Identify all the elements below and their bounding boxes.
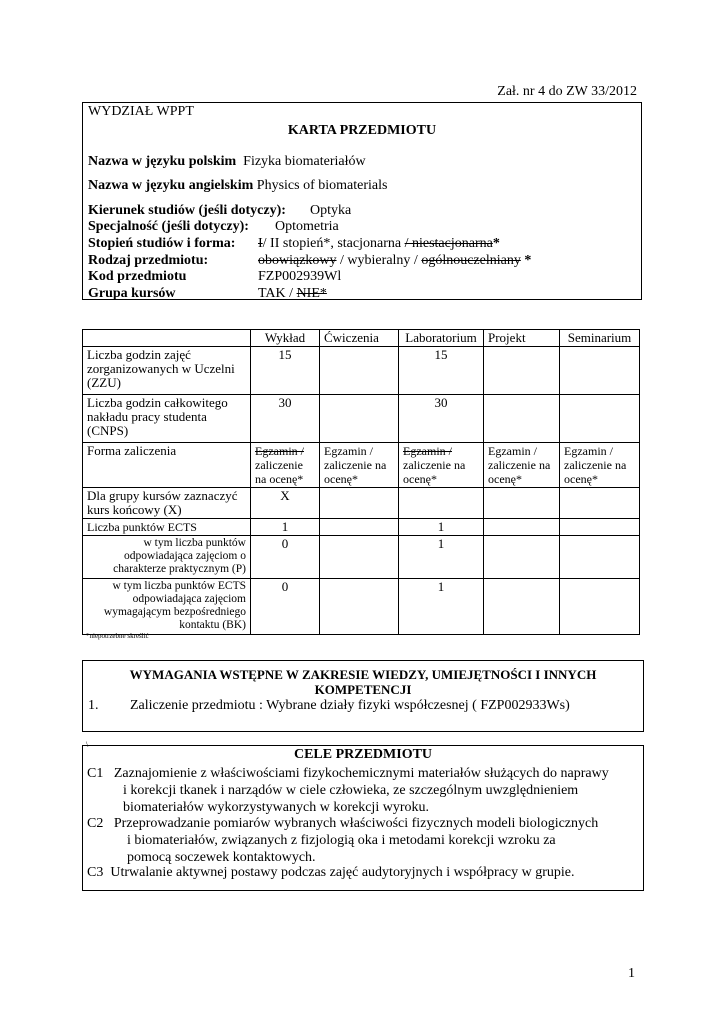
p-projekt <box>484 536 560 579</box>
goal-c3: C3 Utrwalanie aktywnej postawy podczas zajęć audytoryjnych i współpracy w grupie. <box>87 865 575 880</box>
forma-pr-egz: Egzamin / <box>488 444 537 458</box>
forma-sem-zal: zaliczenie na ocenę* <box>564 458 627 486</box>
zzu-lab: 15 <box>399 347 484 395</box>
table-row <box>83 536 640 579</box>
row-label-koncowy: Dla grupy kursów zaznaczyć kurs końcowy (X) <box>83 488 251 519</box>
p-seminarium <box>560 536 640 579</box>
koncowy-seminarium <box>560 488 640 519</box>
forma-projekt <box>484 443 560 488</box>
bk-lab: 1 <box>399 579 484 635</box>
card-title: KARTA PRZEDMIOTU <box>287 123 437 138</box>
level-row <box>88 236 235 252</box>
row-label-cnps: Liczba godzin całkowitego nakładu pracy studenta (CNPS) <box>83 395 251 443</box>
course-card-header <box>82 102 642 300</box>
group-yes: TAK / <box>258 286 294 301</box>
goal-c1-line3: biomateriałów wykorzystywanych w korekcji wyroku. <box>123 800 429 815</box>
type-struck-2: ogólnouczelniany <box>421 253 521 268</box>
field-value: Optyka <box>310 203 352 218</box>
col-seminarium: Seminarium <box>560 330 640 347</box>
forma-lab-zal: zaliczenie na ocenę* <box>403 458 466 486</box>
ects-lab: 1 <box>399 519 484 536</box>
requirements-item-number: 1. <box>88 698 99 713</box>
table-row <box>83 488 640 519</box>
hours-table <box>82 329 640 635</box>
p-wyklad: 0 <box>251 536 320 579</box>
name-pl-value: Fizyka biomateriałów <box>243 154 366 169</box>
zzu-cwiczenia <box>320 347 399 395</box>
col-laboratorium: Laboratorium <box>399 330 484 347</box>
forma-lab <box>399 443 484 488</box>
table-row <box>83 443 640 488</box>
faculty: WYDZIAŁ WPPT <box>88 104 194 119</box>
level-text: / II stopień*, stacjonarna <box>262 236 402 251</box>
code-row <box>88 269 186 285</box>
forma-cwiczenia <box>320 443 399 488</box>
name-pl-row <box>88 154 366 170</box>
bk-cwiczenia <box>320 579 399 635</box>
code-label: Kod przedmiotu <box>88 269 187 284</box>
spec-label: Specjalność (jeśli dotyczy): <box>88 219 249 234</box>
forma-wyklad <box>251 443 320 488</box>
forma-wyklad-zal: zaliczenie na ocenę* <box>255 458 304 486</box>
table-row <box>83 395 640 443</box>
goals-box <box>82 745 644 891</box>
type-row <box>88 253 208 269</box>
ects-wyklad: 1 <box>251 519 320 536</box>
footnote: *niepotrzebne skreślić <box>86 632 149 640</box>
table-row <box>83 519 640 536</box>
ects-cwiczenia <box>320 519 399 536</box>
koncowy-cwiczenia <box>320 488 399 519</box>
requirements-box <box>82 660 644 732</box>
type-text: / wybieralny / <box>336 253 418 268</box>
name-pl-label: Nazwa w języku polskim <box>88 154 237 169</box>
goal-c1-line1: C1 Zaznajomienie z właściwościami fizykochemicznymi materiałów służących do naprawy <box>87 766 609 781</box>
level-label: Stopień studiów i forma: <box>88 236 236 251</box>
row-label-bk: w tym liczba punktów ECTS odpowiadająca zajęciom wymagającym bezpośredniego kontaktu (BK) <box>83 579 251 635</box>
requirements-title: WYMAGANIA WSTĘPNE W ZAKRESIE WIEDZY, UMIEJĘTNOŚCI I INNYCH KOMPETENCJI <box>129 667 597 697</box>
requirements-item-text: Zaliczenie przedmiotu : Wybrane działy fizyki współczesnej ( FZP002933Ws) <box>130 698 570 713</box>
col-cwiczenia: Ćwiczenia <box>320 330 399 347</box>
koncowy-wyklad: X <box>251 488 320 519</box>
forma-cw-zal: zaliczenie na ocenę* <box>324 458 387 486</box>
goal-c1 <box>87 765 609 816</box>
table-row <box>83 347 640 395</box>
row-label-zzu: Liczba godzin zajęć zorganizowanych w Uczelni (ZZU) <box>83 347 251 395</box>
table-row <box>83 579 640 635</box>
spec-value: Optometria <box>275 219 339 234</box>
name-en-value: Physics of biomaterials <box>256 178 388 193</box>
stray-mark: \ <box>86 740 89 749</box>
page-number: 1 <box>628 966 635 981</box>
group-value <box>258 286 327 302</box>
bk-seminarium <box>560 579 640 635</box>
field-label: Kierunek studiów (jeśli dotyczy): <box>88 203 286 218</box>
col-wyklad: Wykład <box>251 330 320 347</box>
forma-wyklad-struck: Egzamin / <box>255 444 304 458</box>
spec-row <box>88 219 249 235</box>
attachment-note: Zał. nr 4 do ZW 33/2012 <box>497 84 637 99</box>
koncowy-lab <box>399 488 484 519</box>
p-lab: 1 <box>399 536 484 579</box>
level-star: * <box>492 236 500 251</box>
cnps-wyklad: 30 <box>251 395 320 443</box>
level-value <box>258 236 500 252</box>
field-row <box>88 203 286 219</box>
table-corner <box>83 330 251 347</box>
forma-sem-egz: Egzamin / <box>564 444 613 458</box>
cnps-cwiczenia <box>320 395 399 443</box>
bk-projekt <box>484 579 560 635</box>
col-projekt: Projekt <box>484 330 560 347</box>
name-en-row <box>88 178 387 194</box>
table-header-row <box>83 330 640 347</box>
row-label-ects: Liczba punktów ECTS <box>83 519 251 536</box>
type-value <box>258 253 531 269</box>
cnps-seminarium <box>560 395 640 443</box>
bk-wyklad: 0 <box>251 579 320 635</box>
code-value: FZP002939Wl <box>258 269 342 284</box>
forma-cw-egz: Egzamin / <box>324 444 373 458</box>
group-label: Grupa kursów <box>88 286 176 301</box>
level-struck-2: / niestacjonarna <box>404 236 493 251</box>
forma-lab-struck: Egzamin / <box>403 444 452 458</box>
goals-title: CELE PRZEDMIOTU <box>293 747 433 762</box>
koncowy-projekt <box>484 488 560 519</box>
cnps-projekt <box>484 395 560 443</box>
group-struck: NIE* <box>296 286 327 301</box>
goal-c1-line2: i korekcji tkanek i narządów w ciele człowieka, ze szczególnym uwzględnieniem <box>123 783 579 798</box>
level-struck-1: I <box>258 236 263 251</box>
goal-c2 <box>87 815 598 866</box>
zzu-projekt <box>484 347 560 395</box>
goal-c2-line1: C2 Przeprowadzanie pomiarów wybranych właściwości fizycznych modeli biologicznych <box>87 816 599 831</box>
type-star: * <box>520 253 532 268</box>
cnps-lab: 30 <box>399 395 484 443</box>
p-cwiczenia <box>320 536 399 579</box>
ects-projekt <box>484 519 560 536</box>
zzu-seminarium <box>560 347 640 395</box>
type-struck-1: obowiązkowy <box>258 253 337 268</box>
row-label-p: w tym liczba punktów odpowiadająca zajęciom o charakterze praktycznym (P) <box>83 536 251 579</box>
goal-c2-line3: pomocą soczewek kontaktowych. <box>127 850 316 865</box>
type-label: Rodzaj przedmiotu: <box>88 253 209 268</box>
row-label-forma: Forma zaliczenia <box>83 443 251 488</box>
zzu-wyklad: 15 <box>251 347 320 395</box>
group-row <box>88 286 176 302</box>
name-en-label: Nazwa w języku angielskim <box>88 178 254 193</box>
ects-seminarium <box>560 519 640 536</box>
goal-c2-line2: i biomateriałów, związanych z fizjologią oka i metodami korekcji wzroku za <box>127 833 556 848</box>
requirements-item <box>88 698 570 714</box>
forma-pr-zal: zaliczenie na ocenę* <box>488 458 551 486</box>
forma-seminarium <box>560 443 640 488</box>
